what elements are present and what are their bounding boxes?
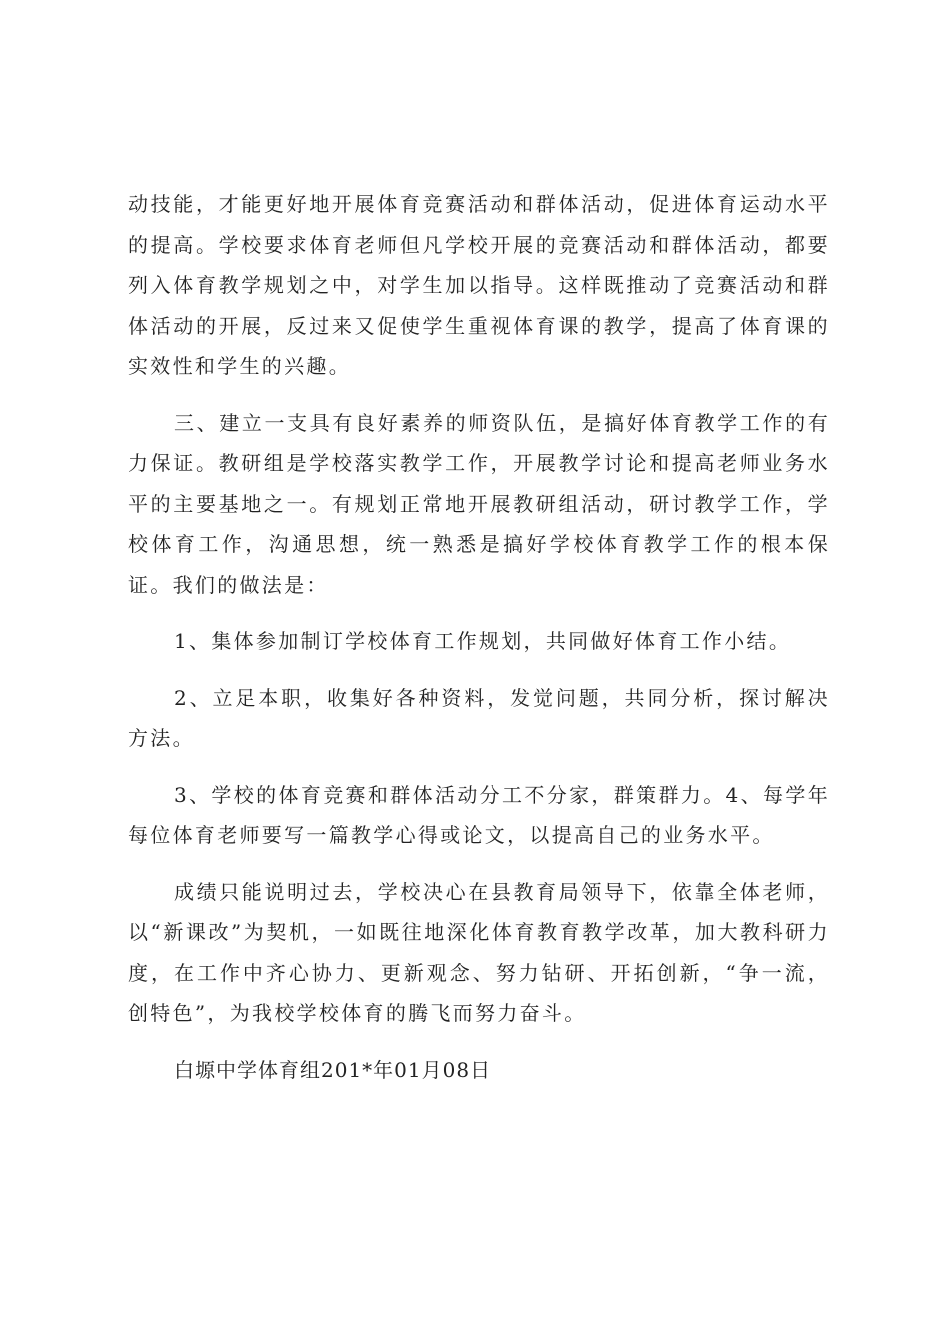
paragraph-conclusion: 成绩只能说明过去，学校决心在县教育局领导下，依靠全体老师，以“新课改”为契机，一如既往地深化体育教育教学改革，加大教科研力度，在工作中齐心协力、更新观念、努力钻研、开拓创新，“争一流，创特色”，为我校学校体育的腾飞而努力奋斗。	[128, 879, 830, 1025]
document-body	[128, 184, 830, 1090]
paragraph-item-1: 1、集体参加制订学校体育工作规划，共同做好体育工作小结。	[174, 629, 792, 653]
paragraph-sports-activities: 动技能，才能更好地开展体育竞赛活动和群体活动，促进体育运动水平的提高。学校要求体育老师但凡学校开展的竞赛活动和群体活动，都要列入体育教学规划之中，对学生加以指导。这样既推动了竞赛活动和群体活动的开展，反过来又促使学生重视体育课的教学，提高了体育课的实效性和学生的兴趣。	[128, 192, 830, 378]
paragraph-item-3-4: 3、学校的体育竞赛和群体活动分工不分家，群策群力。4、每学年每位体育老师要写一篇教学心得或论文，以提高自己的业务水平。	[128, 782, 830, 847]
paragraph-item-2: 2、立足本职，收集好各种资料，发觉问题，共同分析，探讨解决方法。	[128, 685, 830, 750]
paragraph-teacher-team: 三、建立一支具有良好素养的师资队伍，是搞好体育教学工作的有力保证。教研组是学校落实教学工作，开展教学讨论和提高老师业务水平的主要基地之一。有规划正常地开展教研组活动，研讨教学工作，学校体育工作，沟通思想，统一熟悉是搞好学校体育教学工作的根本保证。我们的做法是：	[128, 410, 830, 597]
signature-date: 白塬中学体育组201*年01月08日	[174, 1057, 492, 1082]
